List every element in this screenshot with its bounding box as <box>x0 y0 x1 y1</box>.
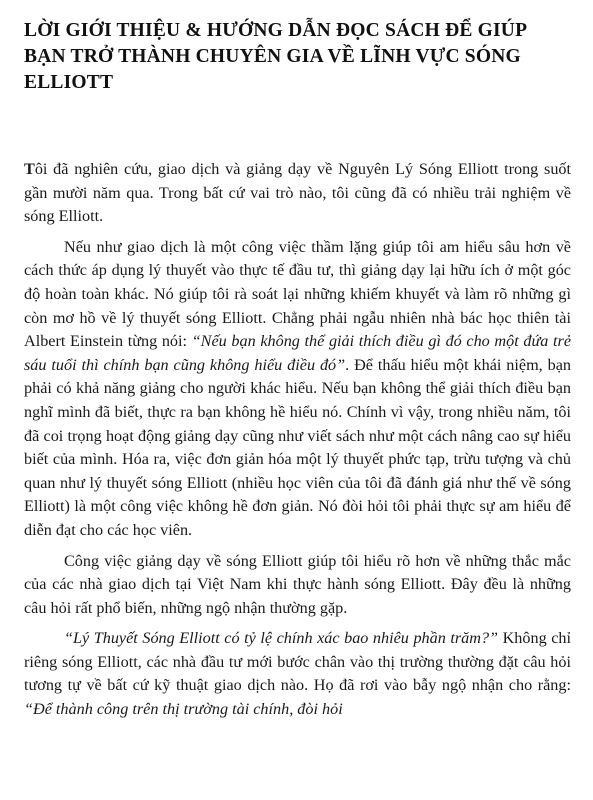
paragraph-text: Nếu như giao dịch là một công việc thầm lặng giúp tôi am hiểu sâu hơn về cách thức áp dụng lý thuyết vào thực tế đầu tư, thì giảng dạy lại hữu ích ở một góc độ hoàn toàn khác. Nó giúp tôi rà soát lại những khiếm khuyết và làm rõ những gì còn mơ hồ về lý thuyết sóng Elliott. Chẳng phải ngẫu nhiên nhà bác học thiên tài Albert Einstein từng nói: <box>24 237 571 351</box>
paragraph-text: Không chỉ riêng sóng Elliott, các nhà đầu tư mới bước chân vào thị trường thường đặt câu hỏi tương tự về bất cứ kỹ thuật giao dịch nào. Họ đã rơi vào bẫy ngộ nhận cho rằng: <box>24 629 572 695</box>
paragraph-intro <box>24 158 571 229</box>
paragraph-teaching <box>24 236 571 543</box>
title-line: BẠN TRỞ THÀNH CHUYÊN GIA VỀ LĨNH VỰC SÓNG <box>24 46 521 67</box>
drop-cap: T <box>24 160 35 178</box>
einstein-quote: “Nếu bạn không thể giải thích điều gì đó cho một đứa trẻ sáu tuổi thì chính bạn cũng không hiểu điều đó” <box>24 332 572 374</box>
paragraph-accuracy <box>24 627 571 721</box>
title-line: ELLIOTT <box>24 72 114 93</box>
paragraph-questions <box>24 550 571 621</box>
paragraph-text: Công việc giảng dạy về sóng Elliott giúp tôi hiểu rõ hơn về những thắc mắc của các nhà giao dịch tại Việt Nam khi thực hành sóng Elliott. Đây đều là những câu hỏi rất phổ biến, những ngộ nhận thường gặp. <box>24 551 571 617</box>
body-text <box>24 158 571 722</box>
title-line: LỜI GIỚI THIỆU & HƯỚNG DẪN ĐỌC SÁCH ĐỂ GIÚP <box>24 20 528 41</box>
paragraph-text: ôi đã nghiên cứu, giao dịch và giảng dạy về Nguyên Lý Sóng Elliott trong suốt gần mười năm qua. Trong bất cứ vai trò nào, tôi cũng đã có nhiều trải nghiệm về sóng Elliott. <box>24 160 571 226</box>
paragraph-text: . Để thấu hiểu một khái niệm, bạn phải có khả năng giảng cho người khác hiểu. Nếu bạn không thể giải thích điều bạn nghĩ mình đã biết, thực ra bạn không hề hiểu nó. Chính vì vậy, trong nhiều năm, tôi đã coi trọng hoạt động giảng dạy cũng như viết sách như một cách nâng cao sự hiểu biết của mình. Hóa ra, việc đơn giản hóa một lý thuyết phức tạp, trừu tượng và chủ quan như lý thuyết sóng Elliott (nhiều học viên của tôi đã đánh giá như thế về sóng Elliott) là một công việc không hề đơn giản. Nó đòi hỏi tôi phải thực sự am hiểu để diễn đạt cho các học viên. <box>24 355 571 539</box>
question-quote: “Lý Thuyết Sóng Elliott có tỷ lệ chính xác bao nhiêu phần trăm?” <box>64 629 499 648</box>
misconception-quote: “Để thành công trên thị trường tài chính, đòi hỏi <box>24 700 343 719</box>
chapter-title <box>24 18 571 96</box>
